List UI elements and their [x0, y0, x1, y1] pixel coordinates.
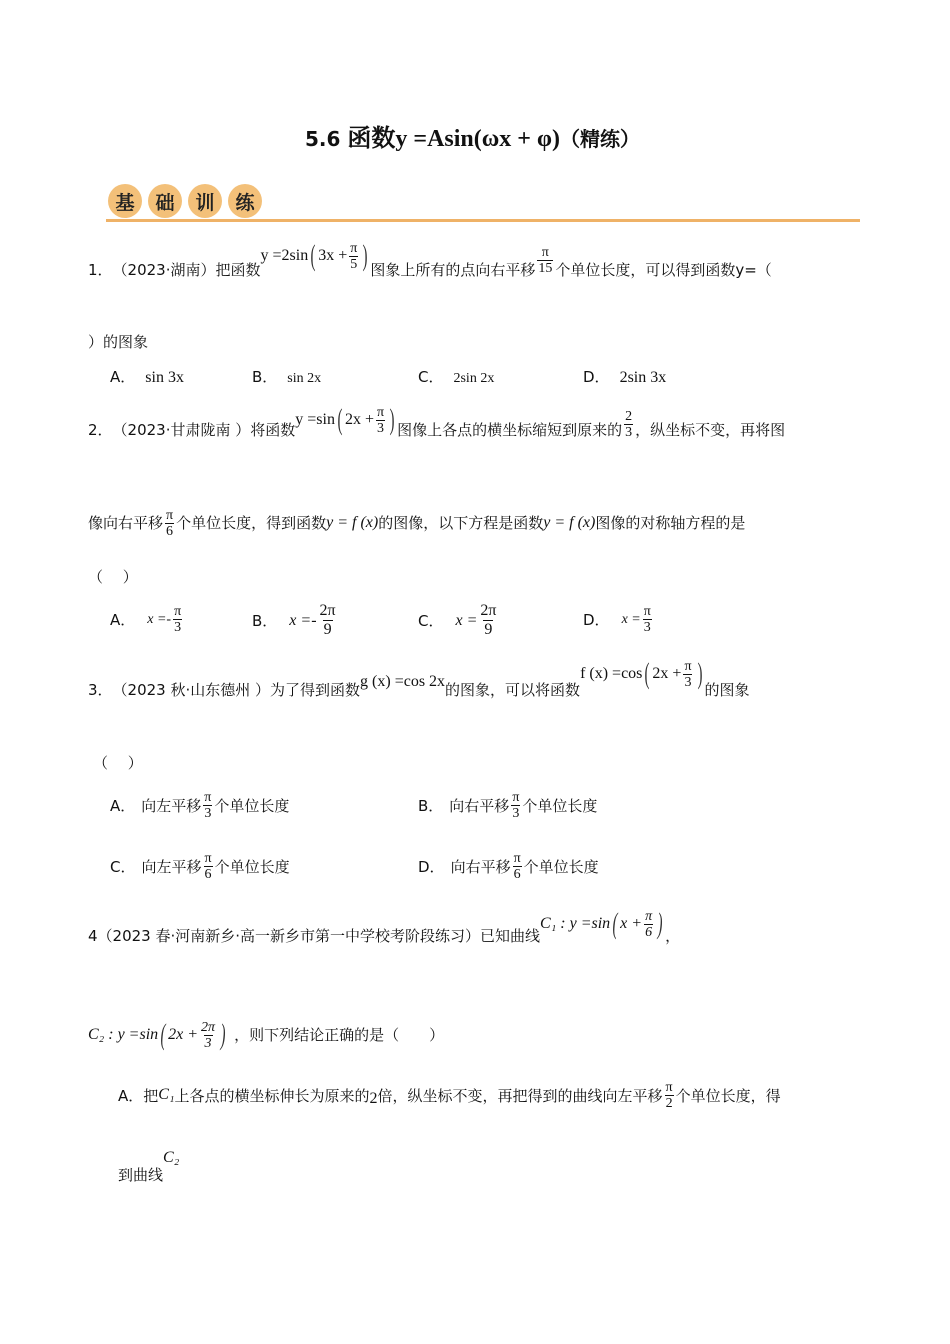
page-title [305, 118, 640, 153]
q2-option-c[interactable]: C． x = $\frac{2\pi}{9}$ [418, 602, 497, 638]
q3-option-d[interactable]: D． 向右平移 $\frac{\pi}{6}$ 个单位长度 [418, 851, 599, 882]
section-divider [106, 219, 860, 222]
q3-gx: g (x) =cos 2x [360, 673, 446, 690]
title-prefix: 5.6 [305, 127, 348, 151]
q3-mid: 的图象，可以将函数 [445, 681, 581, 699]
q3-option-a[interactable]: A． 向左平移 $\frac{\pi}{3}$ 个单位长度 [110, 790, 290, 821]
q2-mid: 图像上各点的横坐标缩短到原来的 [397, 421, 623, 439]
q3-fx-formula: f (x) =cos ( 2x + $\frac{\pi}{3}$ ) [580, 657, 703, 690]
q2-formula: y =sin ( 2x + $\frac{\pi}{3}$ ) [295, 403, 395, 436]
q1-shift-fraction: $\frac{\pi}{15}$ [538, 244, 553, 276]
q4-c1-formula: C₁ : y =sin ( x + $\frac{\pi}{6}$ ) [540, 907, 663, 940]
q2-option-b[interactable]: B． x =- $\frac{2\pi}{9}$ [252, 602, 336, 638]
q2-line2: 像向右平移 $\frac{\pi}{6}$ 个单位长度，得到函数 y = f (x) 的图像，以下方程是函数 y = f (x) 图像的对称轴方程的是 [88, 507, 746, 539]
q3-blank: （ ） [93, 754, 143, 772]
q1-tail: 个单位长度，可以得到函数y=（ [555, 261, 772, 279]
q4-line2-tail: ，则下列结论正确的是（ ） [234, 1026, 445, 1044]
q2-source: （2023·甘肃陇南 ）将函数 [112, 421, 296, 439]
q1-mid: 图象上所有的点向右平移 [370, 261, 536, 279]
q2-number: 2． [88, 421, 113, 439]
q4-comma: ， [665, 927, 681, 945]
q1-option-a[interactable]: A． sin 3x [110, 368, 184, 386]
title-suffix: （精练） [559, 127, 640, 151]
section-char-4: 练 [228, 184, 262, 218]
q3-option-c[interactable]: C． 向左平移 $\frac{\pi}{6}$ 个单位长度 [110, 851, 290, 882]
q2-blank: （ ） [88, 568, 138, 586]
title-formula: 函数y =Asin(ωx + φ) [347, 126, 560, 152]
q4-source: 4（2023 春·河南新乡·高一新乡市第一中学校考阶段练习）已知曲线 [88, 927, 541, 945]
q3-source: （2023 秋·山东德州 ）为了得到函数 [112, 681, 361, 699]
question-1 [88, 240, 772, 300]
q2-tail: ，纵坐标不变，再将图 [635, 421, 786, 439]
section-char-1: 基 [108, 184, 142, 218]
section-char-3: 训 [188, 184, 222, 218]
q2-shift-fraction: $\frac{\pi}{6}$ [166, 507, 174, 539]
q1-source: （2023·湖南）把函数 [112, 261, 261, 279]
q2-option-d[interactable]: D． x = $\frac{\pi}{3}$ [583, 604, 651, 635]
q2-fx-1: y = f (x) [326, 514, 379, 531]
question-4 [88, 906, 680, 966]
q1-option-c[interactable]: C． 2sin 2x [418, 368, 495, 386]
q3-number: 3． [88, 681, 113, 699]
question-2 [88, 400, 785, 460]
q2-fx-2: y = f (x) [543, 514, 596, 531]
question-3 [88, 657, 750, 720]
q3-tail: 的图象 [704, 681, 750, 699]
q4-line2 [88, 1010, 444, 1060]
q1-formula: y =2sin ( 3x + $\frac{\pi}{5}$ ) [260, 239, 368, 272]
q1-line2: ）的图象 [88, 333, 149, 351]
section-char-2: 础 [148, 184, 182, 218]
q4-option-a-line2: 到曲线 C₂ [118, 1149, 180, 1184]
q3-option-b[interactable]: B． 向右平移 $\frac{\pi}{3}$ 个单位长度 [418, 790, 598, 821]
section-header [108, 184, 262, 218]
q1-option-d[interactable]: D． 2sin 3x [583, 368, 667, 386]
q1-option-b[interactable]: B． sin 2x [252, 368, 322, 386]
q4-c2-formula: C₂ : y =sin ( 2x + $\frac{2\pi}{3}$ ) [88, 1018, 226, 1051]
q2-option-a[interactable]: A． x =- $\frac{\pi}{3}$ [110, 604, 182, 635]
q2-scale-fraction: $\frac{2}{3}$ [625, 408, 633, 440]
q4-option-a[interactable]: A． 把 C₁ 上各点的横坐标伸长为原来的 2 倍，纵坐标不变，再把得到的曲线向左平移 $\frac{\pi}{2}$ 个单位长度，得 [118, 1079, 781, 1111]
q1-number: 1． [88, 261, 113, 279]
